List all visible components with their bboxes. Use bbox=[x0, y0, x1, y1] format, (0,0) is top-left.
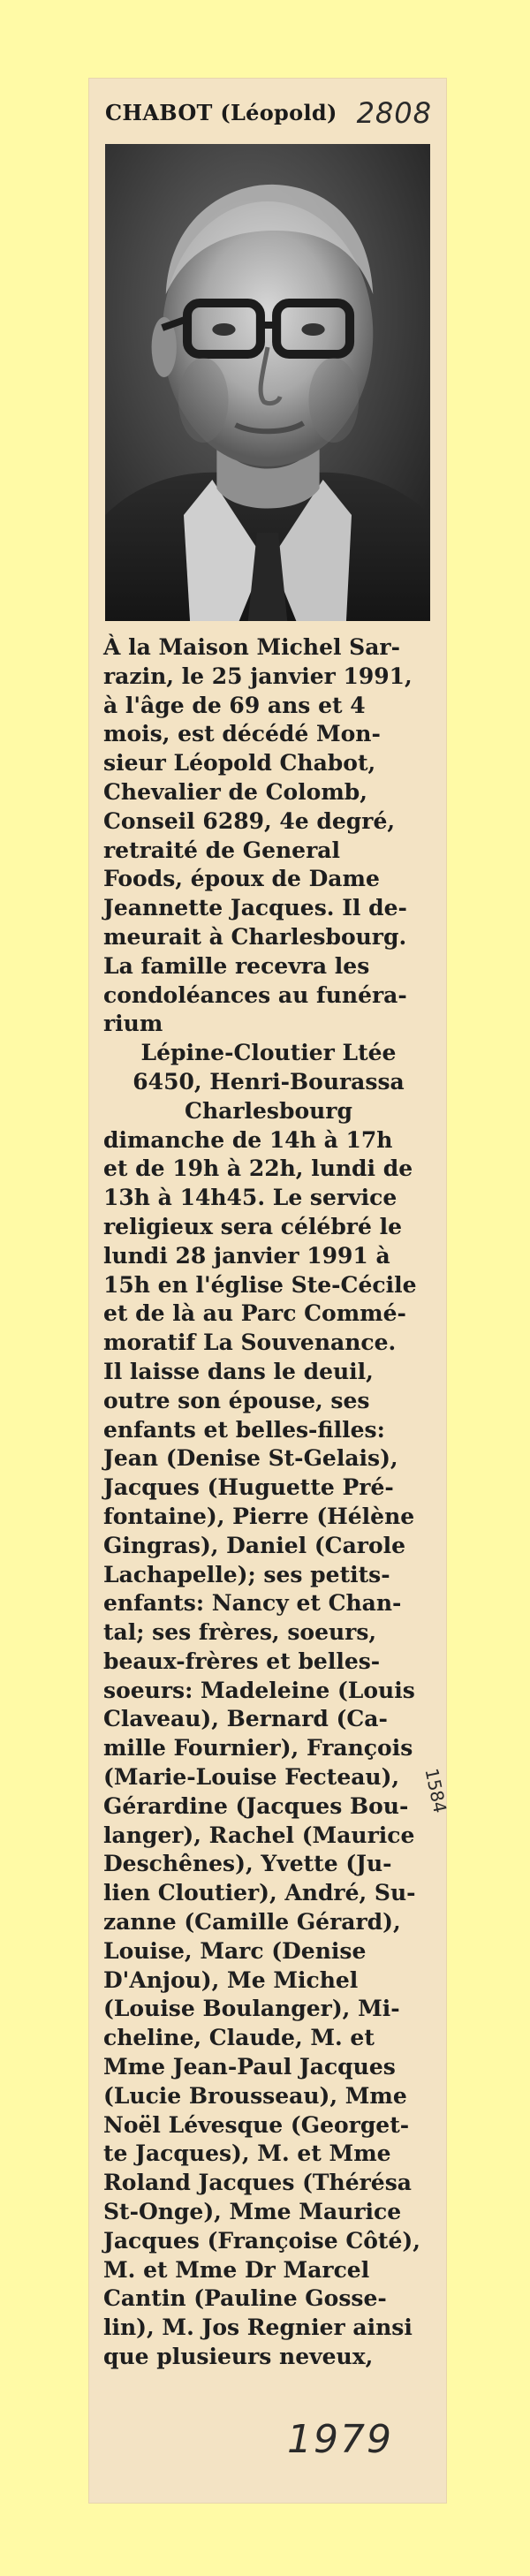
handwritten-number: 2808 bbox=[356, 96, 432, 130]
side-handwritten-mark: 1584 bbox=[420, 1766, 451, 1815]
clipping-content bbox=[98, 93, 451, 2489]
obituary-body bbox=[103, 633, 434, 2372]
obituary-intro: À la Maison Michel Sar- razin, le 25 janvier 1991, à l'âge de 69 ans et 4 mois, est décédé Mon- sieur Léopold Chabot, Chevalier de Colomb, Conseil 6289, 4e degré, retraité de General Foods, époux de Dame Jeannette Jacques. Il de- meurait à Charlesbourg. La famille recevra les condoléances au funéra- rium bbox=[103, 634, 413, 1037]
obituary-clipping bbox=[89, 79, 451, 2503]
obituary-headline: CHABOT (Léopold) bbox=[105, 100, 337, 125]
footer-handwritten-number: 1979 bbox=[287, 2417, 393, 2462]
portrait-illustration bbox=[105, 144, 430, 621]
funeral-home-block: Lépine-Cloutier Ltée 6450, Henri-Bourassa Charlesbourg bbox=[132, 1040, 405, 1124]
portrait-photo bbox=[105, 144, 430, 621]
obituary-details: dimanche de 14h à 17h et de 19h à 22h, lundi de 13h à 14h45. Le service religieux sera célébré le lundi 28 janvier 1991 à 15h en l'église Ste-Cécile et de là au Parc Commé- moratif La Souvenance. Il laisse dans le deuil, outre son épouse, ses enfants et belles-filles: Jean (Denise St-Gelais), Jacques (Huguette Pré- fontaine), Pierre (Hélène Gingras), Daniel (Carole Lachapelle); ses petits- enfants: Nancy et Chan- tal; ses frères, soeurs, beaux-frères et belles- soeurs: Madeleine (Louis Claveau), Bernard (Ca- mille Fournier), François (Marie-Louise Fecteau), Gérardine (Jacques Bou- langer), Rachel (Maurice Deschênes), Yvette (Ju- lien Cloutier), André, Su- zanne (Camille Gérard), Louise, Marc (Denise D'Anjou), Me Michel (Louise Boulanger), Mi- cheline, Claude, M. et Mme Jean-Paul Jacques (Lucie Brousseau), Mme Noël Lévesque (Georget- te Jacques), M. et Mme Roland Jacques (Thérésa St-Onge), Mme Maurice Jacques (Françoise Côté), M. et Mme Dr Marcel Cantin (Pauline Gosse- lin), M. Jos Regnier ainsi que plusieurs neveux, bbox=[103, 1126, 420, 2370]
headline-row bbox=[105, 93, 430, 144]
